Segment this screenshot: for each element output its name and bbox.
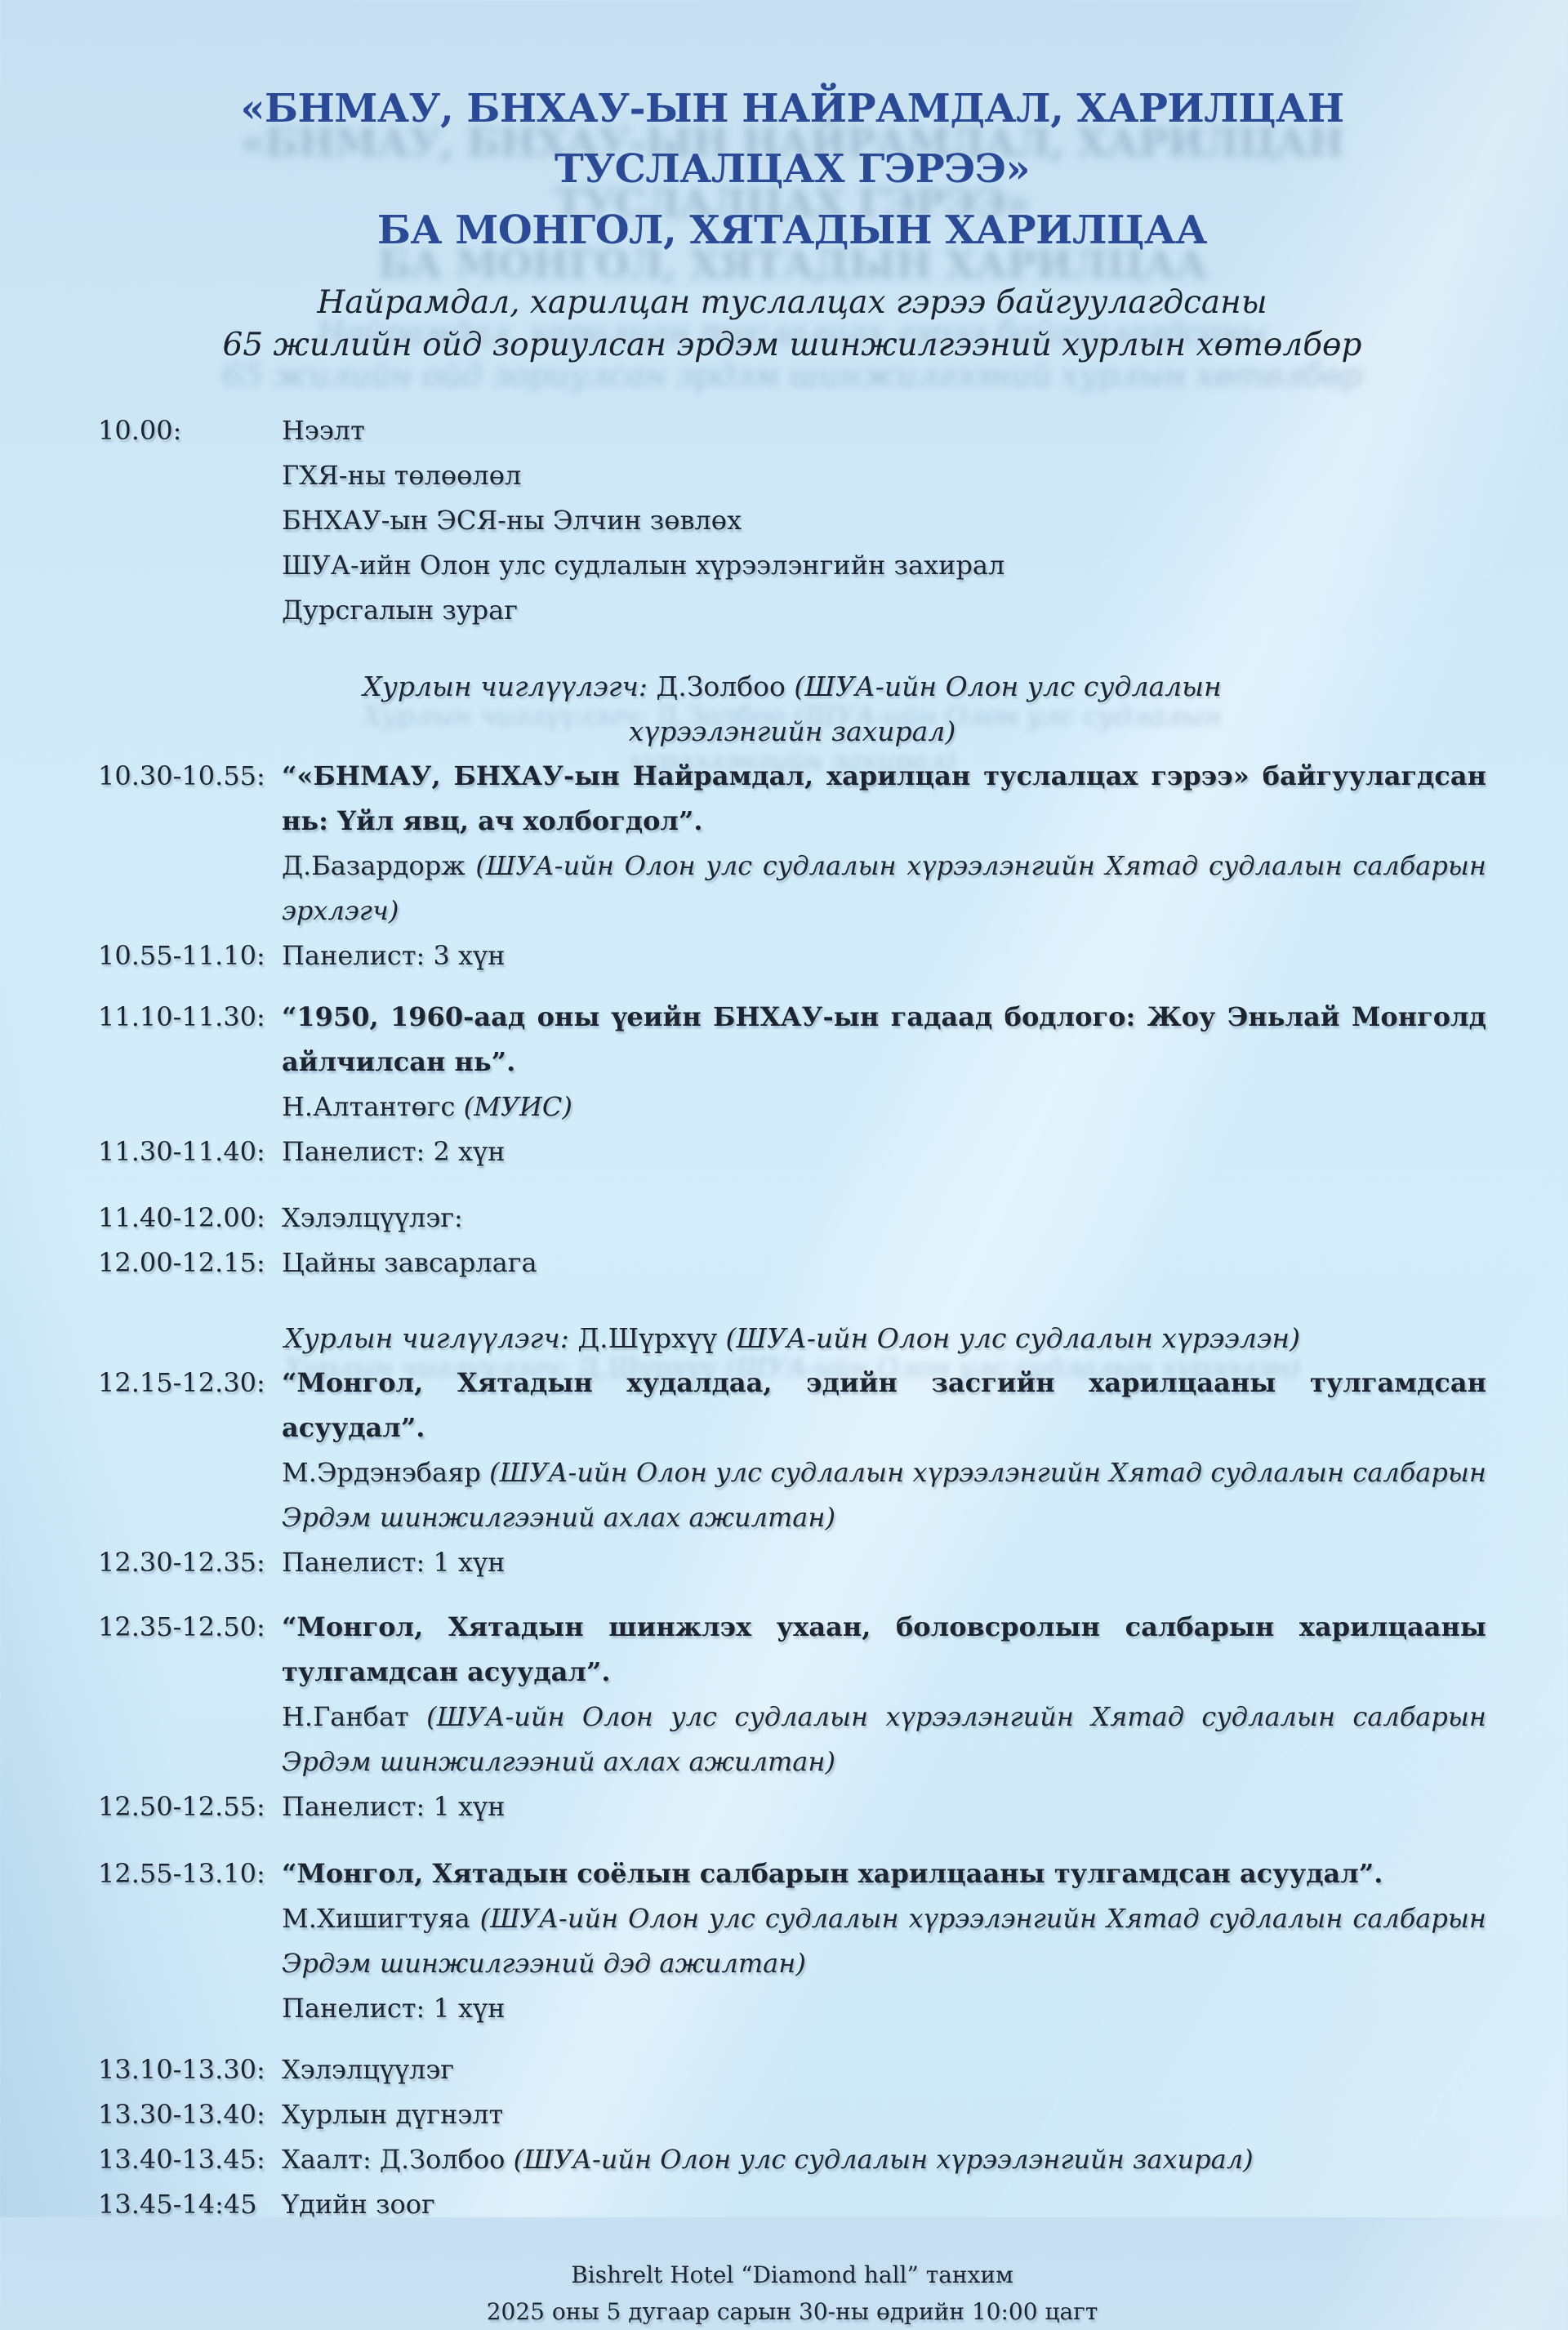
text-span: Панелист: 2 хүн [282,1136,506,1168]
paragraph [282,1851,1486,1896]
title-line-1: «БНМАУ, БНХАУ-ЫН НАЙРАМДАЛ, ХАРИЛЦАН ТУСЛАЛЦАХ ГЭРЭЭ» [240,86,1344,193]
content-cell [282,2182,1486,2227]
schedule-row [98,1129,1486,1174]
paragraph [282,1605,1486,1695]
paragraph [98,664,1486,709]
time-cell: 11.40-12.00: [98,1202,265,1234]
schedule-row [98,2092,1486,2137]
paragraph [282,995,1486,1085]
text-span: Хэлэлцүүлэг: [282,1202,463,1234]
chair-row [98,1316,1486,1361]
paragraph [282,588,1486,633]
time-cell: 13.40-13.45: [98,2144,265,2176]
text-span: Н.Алтантөгс [282,1091,464,1123]
schedule-row [98,1851,1486,2031]
text-span: (ШУА-ийн Олон улс судлалын хүрээлэн) [725,1322,1300,1355]
date-line: 2025 оны 5 дугаар сарын 30-ны өдрийн 10:00 цагт [486,2298,1098,2326]
paragraph [282,498,1486,543]
text-span: Панелист: 3 хүн [282,940,506,972]
schedule-row [98,2182,1486,2227]
content-cell [282,1129,1486,1174]
paragraph [282,1540,1486,1585]
paragraph [282,2047,1486,2092]
text-span: БНХАУ-ын ЭСЯ-ны Элчин зөвлөх [282,505,742,537]
document-title [98,78,1486,261]
text-span: Д.Базардорж [282,850,476,882]
paragraph [282,543,1486,588]
text-span: Панелист: 1 хүн [282,1791,506,1823]
time-cell: 12.35-12.50: [98,1611,265,1643]
schedule [98,408,1486,2227]
title-line-2: БА МОНГОЛ, ХЯТАДЫН ХАРИЛЦАА [376,207,1208,253]
paragraph [282,1450,1486,1540]
time-cell: 12.15-12.30: [98,1367,265,1399]
time-cell: 11.10-11.30: [98,1001,265,1033]
content-cell [282,1540,1486,1585]
content-cell [282,995,1486,1129]
schedule-row [98,2047,1486,2092]
text-span: Панелист: 1 хүн [282,1993,506,2025]
content-cell [282,1605,1486,1784]
text-span: (ШУА-ийн Олон улс судлалын [794,670,1222,703]
paragraph [282,1129,1486,1174]
paragraph [282,1241,1486,1285]
paragraph [282,2137,1486,2182]
text-span: “Монгол, Хятадын соёлын салбарын харилцааны тулгамдсан асуудал”. [282,1858,1383,1890]
time-cell: 11.30-11.40: [98,1136,265,1168]
content-cell [282,1851,1486,2031]
time-cell: 12.30-12.35: [98,1547,265,1579]
subtitle-line-1: Найрамдал, харилцан туслалцах гэрээ байгуулагдсаны [317,284,1267,322]
paragraph [282,844,1486,933]
time-cell: 10.00: [98,415,182,447]
text-span: Д.Золбоо [656,670,795,703]
schedule-row [98,1605,1486,1784]
paragraph [282,453,1486,498]
paragraph [282,1695,1486,1784]
paragraph [282,1085,1486,1129]
text-span: М.Хишигтуяа [282,1903,480,1935]
paragraph [282,408,1486,453]
paragraph [282,2182,1486,2227]
text-span: Панелист: 1 хүн [282,1547,506,1579]
paragraph [282,754,1486,844]
time-cell: 10.30-10.55: [98,760,265,792]
time-cell: 13.45-14:45 [98,2189,257,2221]
content-cell [282,754,1486,933]
time-cell: 13.10-13.30: [98,2054,265,2086]
text-span: (ШУА-ийн Олон улс судлалын хүрээлэнгийн Хятад судлалын салбарын Эрдэм шинжилгээний ахлах ажилтан) [282,1701,1487,1778]
schedule-row [98,754,1486,933]
text-span: (ШУА-ийн Олон улс судлалын хүрээлэнгийн Хятад судлалын салбарын эрхлэгч) [282,850,1487,927]
text-span: М.Эрдэнэбаяр [282,1457,490,1489]
content-cell [282,1196,1486,1241]
text-span: “Монгол, Хятадын худалдаа, эдийн засгийн харилцааны тулгамдсан асуудал”. [282,1367,1486,1444]
text-span: “Монгол, Хятадын шинжлэх ухаан, боловсролын салбарын харилцааны тулгамдсан асуудал”. [282,1611,1486,1688]
schedule-row [98,2137,1486,2182]
paragraph [282,1784,1486,1829]
paragraph [282,1196,1486,1241]
content-cell [98,1316,1486,1361]
paragraph [282,1986,1486,2031]
time-cell: 13.30-13.40: [98,2099,265,2131]
document-footer [98,2256,1486,2330]
paragraph [282,2092,1486,2137]
time-cell: 12.00-12.15: [98,1247,265,1279]
schedule-row [98,1361,1486,1540]
content-cell [282,1784,1486,1829]
text-span: Хэлэлцүүлэг [282,2054,455,2086]
text-span: (ШУА-ийн Олон улс судлалын хүрээлэнгийн захирал) [513,2144,1254,2176]
content-cell [282,1241,1486,1285]
schedule-row [98,1784,1486,1829]
venue-line: Bishrelt Hotel “Diamond hall” танхим [571,2261,1013,2289]
time-cell: 12.50-12.55: [98,1791,265,1823]
text-span: Н.Ганбат [282,1701,427,1733]
text-span: ШУА-ийн Олон улс судлалын хүрээлэнгийн захирал [282,550,1005,581]
text-span: Дурсгалын зураг [282,595,518,626]
text-span: “«БНМАУ, БНХАУ-ын Найрамдал, харилцан туслалцах гэрээ» байгуулагдсан нь: Үйл явц, ач холбогдол”. [282,760,1486,837]
text-span: (МУИС) [463,1091,572,1123]
document-subtitle [98,282,1486,366]
schedule-row [98,995,1486,1129]
schedule-row [98,1241,1486,1285]
content-cell [282,2047,1486,2092]
paragraph [98,709,1486,754]
text-span: Цайны завсарлага [282,1247,537,1279]
paragraph [282,1361,1486,1450]
text-span: (ШУА-ийн Олон улс судлалын хүрээлэнгийн Хятад судлалын салбарын Эрдэм шинжилгээний дэд ажилтан) [282,1903,1487,1980]
content-cell [282,408,1486,633]
text-span: Хаалт: Д.Золбоо [282,2144,514,2176]
text-span: Хурлын чиглүүлэгч: [284,1322,578,1355]
schedule-row [98,1540,1486,1585]
text-span: Д.Шүрхүү [577,1322,726,1355]
subtitle-line-2: 65 жилийн ойд зориулсан эрдэм шинжилгээний хурлын хөтөлбөр [222,326,1362,363]
text-span: Хурлын чиглүүлэгч: [363,670,657,703]
paragraph [98,1316,1486,1361]
time-cell: 10.55-11.10: [98,940,265,972]
time-cell: 12.55-13.10: [98,1858,265,1890]
text-span: Үдийн зоог [282,2189,435,2221]
text-span: “1950, 1960-аад оны үеийн БНХАУ-ын гадаад бодлого: Жоу Эньлай Монголд айлчилсан нь”. [282,1001,1486,1078]
text-span: ГХЯ-ны төлөөлөл [282,460,522,492]
content-cell [282,2092,1486,2137]
text-span: Хурлын дүгнэлт [282,2099,504,2131]
schedule-row [98,408,1486,633]
paragraph [282,933,1486,978]
text-span: хүрээлэнгийн захирал) [628,715,956,748]
chair-row [98,664,1486,754]
content-cell [282,1361,1486,1540]
paragraph [282,1896,1486,1986]
text-span: (ШУА-ийн Олон улс судлалын хүрээлэнгийн Хятад судлалын салбарын Эрдэм шинжилгээний ахлах ажилтан) [282,1457,1487,1534]
content-cell [282,933,1486,978]
text-span: Нээлт [282,415,365,447]
schedule-row [98,1196,1486,1241]
content-cell [282,2137,1486,2182]
schedule-row [98,933,1486,978]
content-cell [98,664,1486,754]
